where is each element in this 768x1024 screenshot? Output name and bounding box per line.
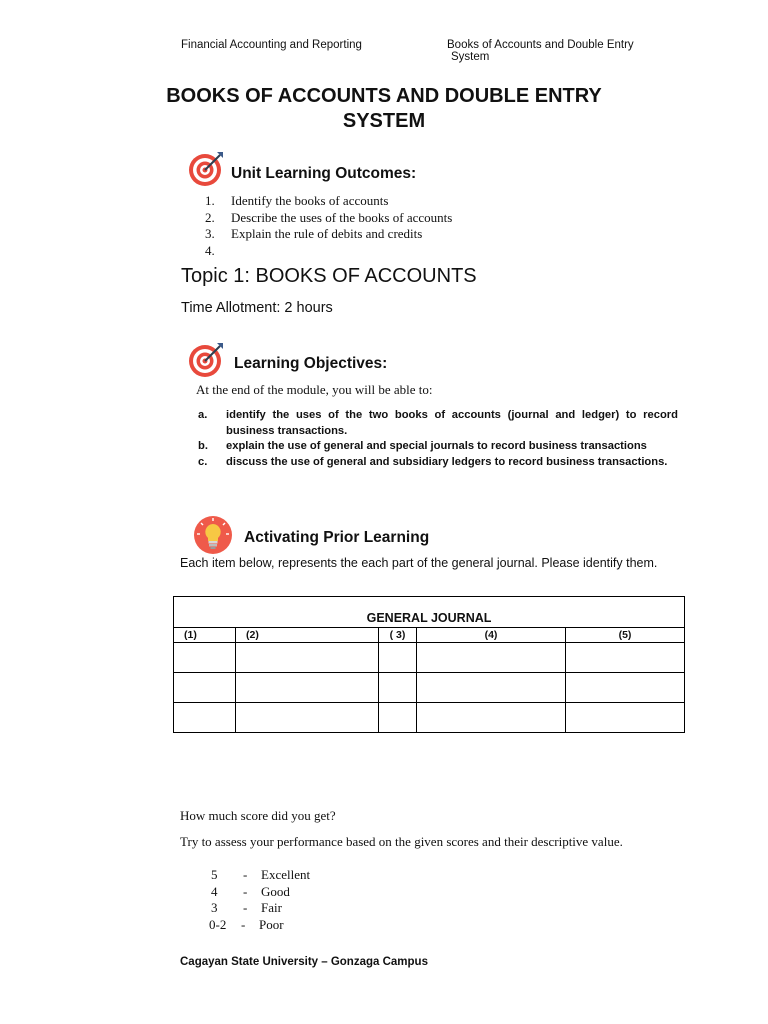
table-cell	[236, 643, 379, 673]
header-topic	[447, 39, 634, 63]
table-cell	[566, 703, 685, 733]
table-cell	[566, 673, 685, 703]
list-item: 3 - Fair	[211, 900, 282, 915]
score-scale-list	[211, 867, 310, 933]
table-title: GENERAL JOURNAL	[174, 597, 685, 628]
table-cell	[417, 643, 566, 673]
table-cell	[236, 673, 379, 703]
list-item: 5 - Excellent	[211, 867, 311, 882]
page-title	[0, 84, 768, 134]
header-topic-line1: Books of Accounts and Double Entry	[447, 39, 634, 51]
target-icon	[187, 341, 225, 379]
table-cell	[417, 673, 566, 703]
objectives-intro: At the end of the module, you will be able to:	[196, 382, 433, 397]
topic-title: Topic 1: BOOKS OF ACCOUNTS	[181, 265, 477, 287]
table-cell	[379, 703, 417, 733]
table-cell	[236, 703, 379, 733]
lightbulb-icon	[193, 515, 233, 555]
list-item: 0-2 - Poor	[209, 916, 284, 932]
page-title-line1: BOOKS OF ACCOUNTS AND DOUBLE ENTRY	[166, 85, 602, 107]
table-header-cell: ( 3)	[379, 628, 417, 643]
list-item: 2. Describe the uses of the books of accounts	[205, 209, 453, 225]
list-item: 3. Explain the rule of debits and credits	[205, 226, 423, 241]
table-row	[174, 703, 685, 733]
general-journal-table	[173, 596, 685, 733]
header-course: Financial Accounting and Reporting	[181, 39, 362, 51]
score-question: How much score did you get?	[180, 808, 336, 823]
footer-university: Cagayan State University – Gonzaga Campus	[180, 956, 428, 968]
unit-outcomes-heading: Unit Learning Outcomes:	[231, 165, 417, 182]
page-title-line2: SYSTEM	[342, 110, 426, 132]
table-header-row	[174, 628, 685, 643]
list-item: a. identify the uses of the two books of accounts (journal and ledger) to record business transactions.	[198, 409, 678, 437]
table-cell	[174, 673, 236, 703]
table-header-cell: (4)	[417, 628, 566, 643]
header-topic-line2: System	[451, 51, 490, 63]
table-cell	[174, 703, 236, 733]
unit-outcomes-list	[205, 193, 452, 259]
table-cell	[566, 643, 685, 673]
list-item: b. explain the use of general and special journals to record business transactions	[198, 440, 647, 452]
table-row	[174, 643, 685, 673]
table-row	[174, 673, 685, 703]
table-cell	[174, 643, 236, 673]
table-cell	[379, 673, 417, 703]
list-item: 1. Identify the books of accounts	[205, 193, 389, 208]
prior-learning-instruction: Each item below, represents the each part of the general journal. Please identify them.	[180, 556, 658, 570]
objectives-heading: Learning Objectives:	[234, 355, 388, 372]
table-cell	[417, 703, 566, 733]
objectives-list	[198, 408, 678, 470]
time-allotment: Time Allotment: 2 hours	[181, 300, 333, 316]
list-item: 4.	[205, 242, 215, 258]
table-cell	[379, 643, 417, 673]
table-header-cell: (2)	[236, 628, 379, 643]
list-item: c. discuss the use of general and subsidiary ledgers to record business transactions.	[198, 455, 668, 468]
target-icon	[187, 150, 225, 188]
table-header-cell: (5)	[566, 628, 685, 643]
score-instruction: Try to assess your performance based on the given scores and their descriptive value.	[180, 834, 623, 849]
list-item: 4 - Good	[211, 883, 290, 899]
table-header-cell: (1)	[174, 628, 236, 643]
prior-learning-heading: Activating Prior Learning	[244, 529, 430, 546]
